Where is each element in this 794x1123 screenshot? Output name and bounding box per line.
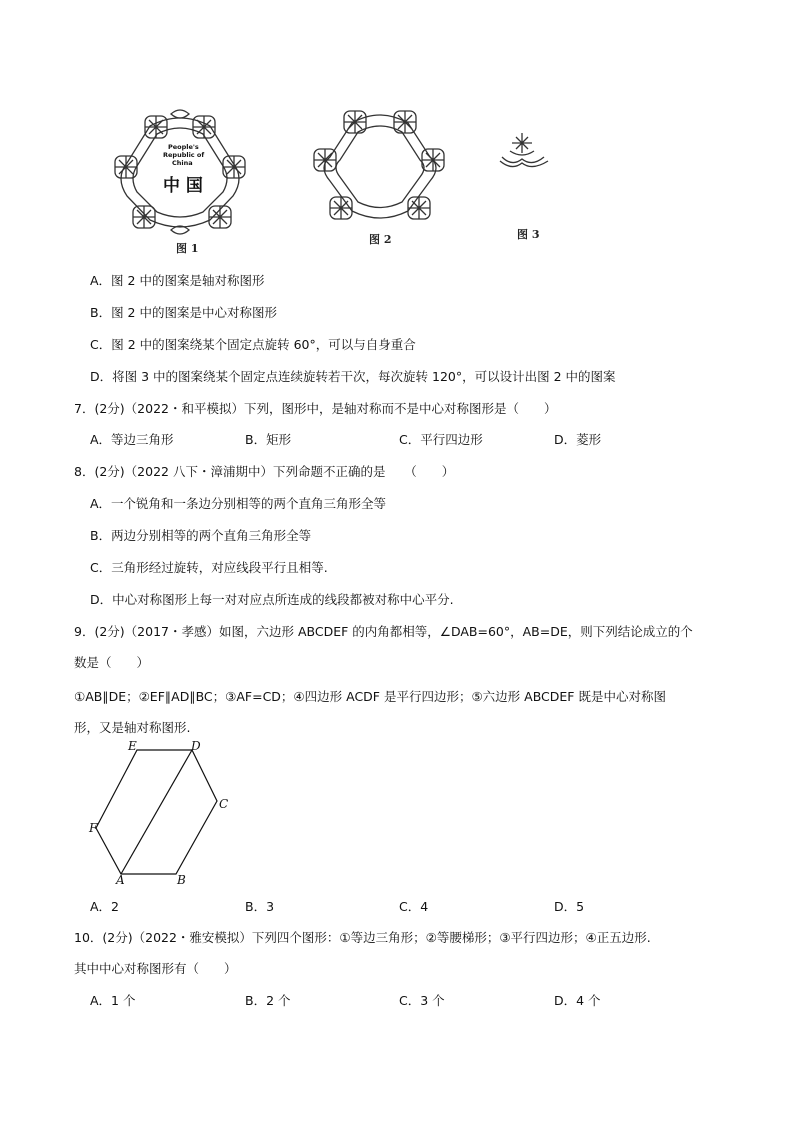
option-d: D．中心对称图形上每一对对应点所连成的线段都被对称中心平分.: [90, 592, 454, 607]
option-a: A．等边三角形: [90, 432, 174, 447]
point-label-a: A: [116, 873, 125, 887]
point-label-b: B: [177, 873, 186, 887]
hexagon-diagram: [85, 738, 245, 893]
option-c: C．图 2 中的图案绕某个固定点旋转 60°，可以与自身重合: [90, 337, 416, 352]
question-stem: 8．(2分)（2022 八下・漳浦期中）下列命题不正确的是 （ ）: [74, 464, 455, 479]
figure-1-english-line-3: China: [172, 159, 193, 167]
figure-1-english-line-1: People's: [168, 143, 199, 151]
option-c: C．4: [399, 899, 429, 914]
option-a: A．1 个: [90, 993, 136, 1008]
option-d: D．将图 3 中的图案绕某个固定点连续旋转若干次，每次旋转 120°，可以设计出图 2 中的图案: [90, 369, 616, 384]
question-stem-line-2: 其中中心对称图形有（ ）: [74, 961, 237, 976]
question-stem-line-2: 数是（ ）: [74, 655, 150, 670]
option-c: C．三角形经过旋转，对应线段平行且相等.: [90, 560, 328, 575]
option-d: D．4 个: [554, 993, 601, 1008]
figure-2-knot-pattern: [310, 105, 450, 227]
point-label-d: D: [191, 739, 201, 753]
option-b: B．矩形: [245, 432, 292, 447]
option-b: B．2 个: [245, 993, 291, 1008]
option-c: C．3 个: [399, 993, 445, 1008]
figure-1-chinese-text: 中 国: [163, 176, 203, 196]
figure-3-knot-unit: [498, 133, 550, 171]
point-label-c: C: [219, 797, 229, 811]
segment-ad: [121, 750, 192, 874]
figure-3-label: 图 3: [517, 228, 540, 241]
option-a: A．2: [90, 899, 120, 914]
question-stem: 7．(2分)（2022・和平模拟）下列，图形中，是轴对称而不是中心对称图形是（ ）: [74, 401, 557, 416]
option-a: A．一个锐角和一条边分别相等的两个直角三角形全等: [90, 496, 387, 511]
point-label-e: E: [128, 739, 137, 753]
option-b: B．两边分别相等的两个直角三角形全等: [90, 528, 312, 543]
point-label-f: F: [89, 821, 98, 835]
option-d: D．5: [554, 899, 585, 914]
figure-1-english-line-2: Republic of: [163, 151, 205, 159]
figure-1-label: 图 1: [176, 242, 199, 255]
option-c: C．平行四边形: [399, 432, 483, 447]
statements-line-1: ①AB∥DE；②EF∥AD∥BC；③AF=CD；④四边形 ACDF 是平行四边形；⑤六边形 ABCDEF 既是中心对称图: [74, 689, 666, 704]
option-a: A．图 2 中的图案是轴对称图形: [90, 273, 265, 288]
option-d: D．菱形: [554, 432, 602, 447]
question-stem-line-1: 10．(2分)（2022・雅安模拟）下列四个图形：①等边三角形；②等腰梯形；③平行四边形；④正五边形.: [74, 930, 651, 945]
option-b: B．3: [245, 899, 275, 914]
question-stem-line-1: 9．(2分)（2017・孝感）如图，六边形 ABCDEF 的内角都相等，∠DAB=60°，AB=DE，则下列结论成立的个: [74, 624, 693, 639]
figure-2-label: 图 2: [369, 233, 392, 246]
statements-line-2: 形，又是轴对称图形.: [74, 720, 191, 735]
option-b: B．图 2 中的图案是中心对称图形: [90, 305, 277, 320]
